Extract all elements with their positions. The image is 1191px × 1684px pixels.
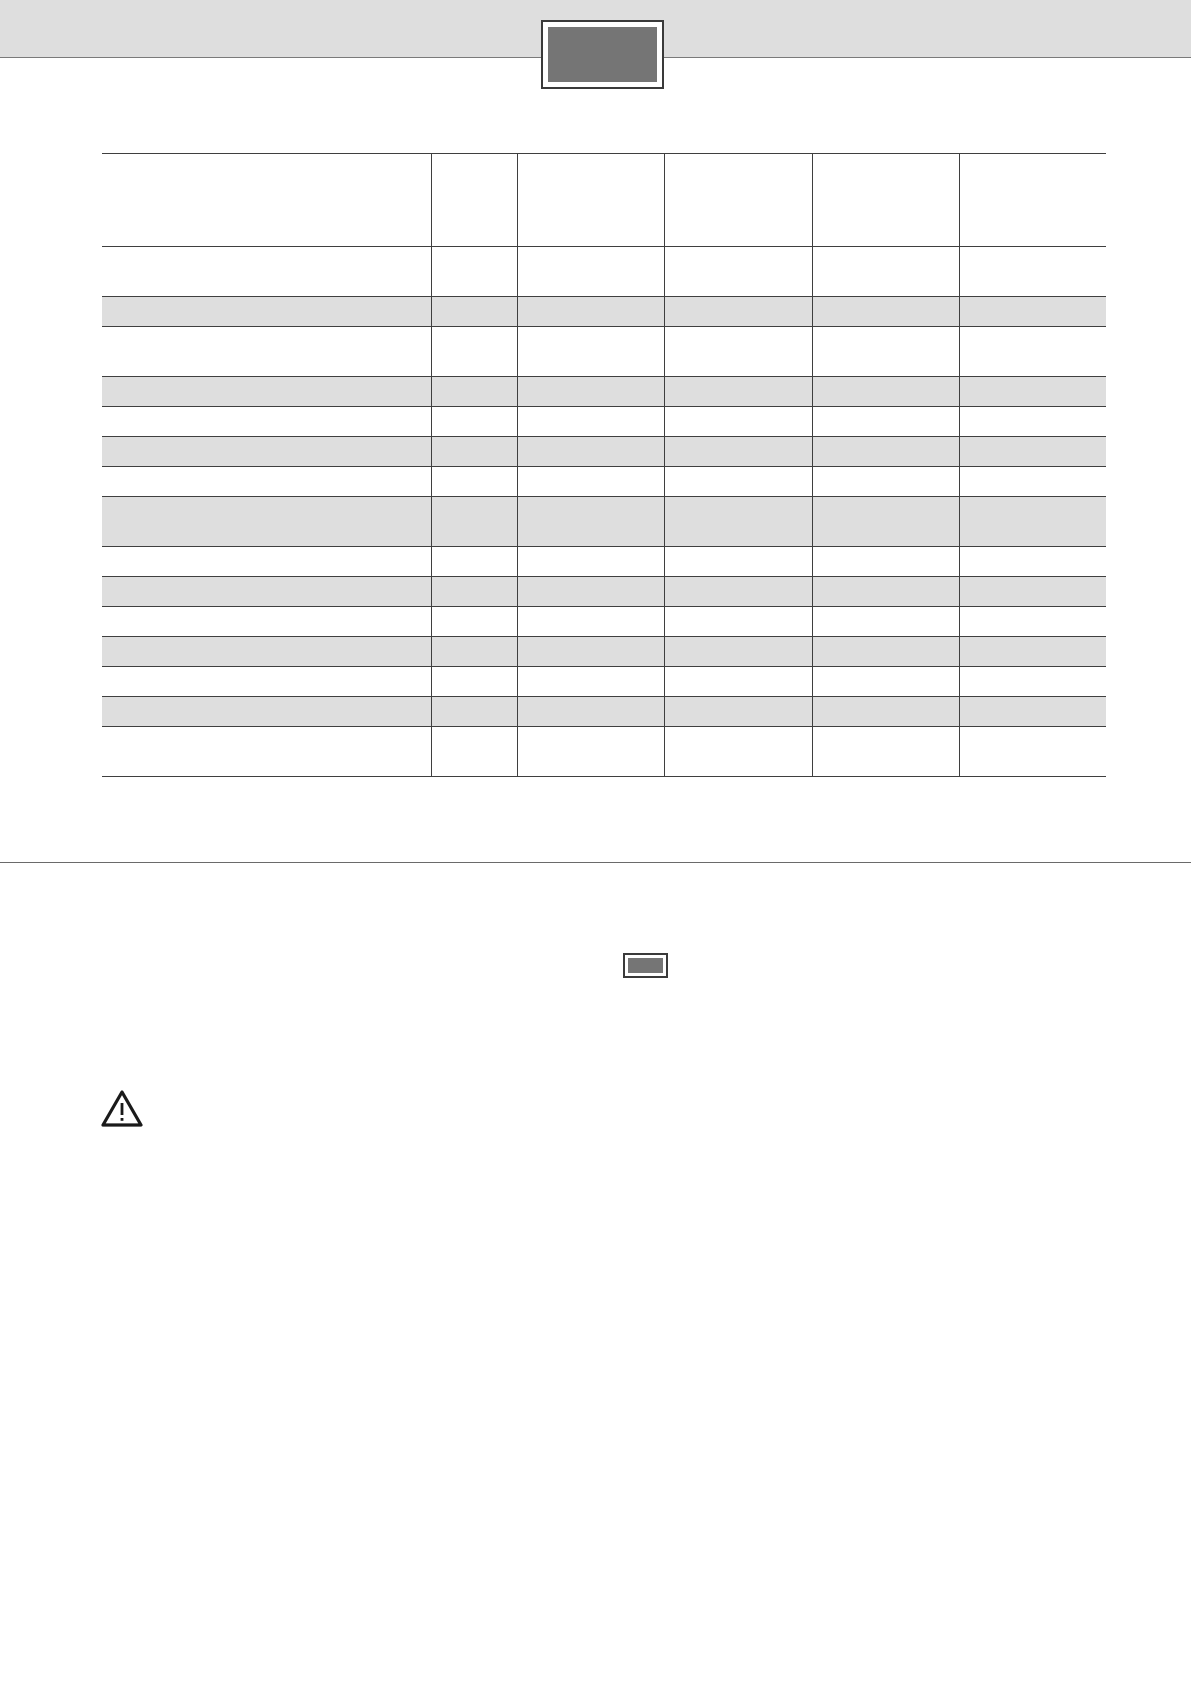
table-row xyxy=(102,607,1106,637)
header-cell xyxy=(812,154,959,247)
table-cell xyxy=(812,727,959,777)
table-cell xyxy=(102,377,431,407)
table-cell xyxy=(102,297,431,327)
table-cell xyxy=(664,697,812,727)
table-cell xyxy=(102,577,431,607)
table-row xyxy=(102,327,1106,377)
table-row xyxy=(102,297,1106,327)
table-cell xyxy=(517,297,664,327)
table-cell xyxy=(517,437,664,467)
table-row xyxy=(102,667,1106,697)
table-cell xyxy=(959,497,1106,547)
table-row xyxy=(102,407,1106,437)
table-cell xyxy=(959,377,1106,407)
table-cell xyxy=(664,547,812,577)
table-row xyxy=(102,697,1106,727)
table-cell xyxy=(664,297,812,327)
table-row xyxy=(102,437,1106,467)
table-cell xyxy=(102,407,431,437)
table-cell xyxy=(517,667,664,697)
table-cell xyxy=(664,467,812,497)
table-cell xyxy=(102,727,431,777)
table-cell xyxy=(517,637,664,667)
table-cell xyxy=(664,497,812,547)
table-cell xyxy=(664,327,812,377)
section-divider xyxy=(0,862,1191,863)
table-cell xyxy=(959,407,1106,437)
table-cell xyxy=(102,437,431,467)
table-row xyxy=(102,547,1106,577)
table-cell xyxy=(664,577,812,607)
table-cell xyxy=(431,497,517,547)
table-row xyxy=(102,497,1106,547)
table-cell xyxy=(959,607,1106,637)
table-cell xyxy=(102,637,431,667)
table-cell xyxy=(664,637,812,667)
table-cell xyxy=(812,407,959,437)
table-cell xyxy=(959,697,1106,727)
table-cell xyxy=(812,697,959,727)
table-cell xyxy=(664,437,812,467)
table-cell xyxy=(431,637,517,667)
table-cell xyxy=(517,607,664,637)
table-cell xyxy=(959,327,1106,377)
table-cell xyxy=(102,327,431,377)
header-cell xyxy=(431,154,517,247)
table-cell xyxy=(959,297,1106,327)
table-cell xyxy=(959,467,1106,497)
inline-marker-icon xyxy=(623,953,668,978)
table-cell xyxy=(431,607,517,637)
chapter-tab-marker-icon xyxy=(541,20,664,89)
table-cell xyxy=(812,667,959,697)
table-cell xyxy=(431,377,517,407)
table-cell xyxy=(959,247,1106,297)
table-cell xyxy=(812,607,959,637)
table-cell xyxy=(517,547,664,577)
table-cell xyxy=(664,407,812,437)
table-cell xyxy=(431,327,517,377)
table-row xyxy=(102,377,1106,407)
table-cell xyxy=(812,467,959,497)
table-cell xyxy=(812,327,959,377)
table-row xyxy=(102,637,1106,667)
header-cell xyxy=(664,154,812,247)
table-cell xyxy=(959,437,1106,467)
spec-table xyxy=(102,153,1106,777)
table-cell xyxy=(517,727,664,777)
table-cell xyxy=(102,667,431,697)
inline-marker-fill xyxy=(628,958,663,973)
table-cell xyxy=(431,667,517,697)
table-cell xyxy=(102,497,431,547)
table-cell xyxy=(959,637,1106,667)
table-cell xyxy=(959,547,1106,577)
warning-icon xyxy=(101,1090,143,1127)
table-row xyxy=(102,467,1106,497)
table-cell xyxy=(102,467,431,497)
table-cell xyxy=(517,697,664,727)
table-cell xyxy=(812,437,959,467)
table-header-row xyxy=(102,154,1106,247)
table-cell xyxy=(812,547,959,577)
table-cell xyxy=(431,547,517,577)
table-cell xyxy=(812,497,959,547)
header-cell xyxy=(102,154,431,247)
table-cell xyxy=(102,697,431,727)
table-cell xyxy=(812,377,959,407)
table-row xyxy=(102,727,1106,777)
table-cell xyxy=(959,667,1106,697)
table-cell xyxy=(517,377,664,407)
table-cell xyxy=(431,577,517,607)
table-cell xyxy=(812,297,959,327)
table-cell xyxy=(431,727,517,777)
table-cell xyxy=(812,637,959,667)
table-cell xyxy=(517,467,664,497)
table-row xyxy=(102,577,1106,607)
table-cell xyxy=(664,247,812,297)
table-cell xyxy=(431,697,517,727)
table-cell xyxy=(812,247,959,297)
chapter-tab-marker-fill xyxy=(548,27,657,82)
table-cell xyxy=(102,247,431,297)
table-cell xyxy=(102,607,431,637)
table-row xyxy=(102,247,1106,297)
table-cell xyxy=(517,577,664,607)
table-cell xyxy=(102,547,431,577)
table-cell xyxy=(664,607,812,637)
table-cell xyxy=(517,247,664,297)
table-cell xyxy=(431,467,517,497)
table-cell xyxy=(517,327,664,377)
table-cell xyxy=(431,247,517,297)
table-cell xyxy=(431,297,517,327)
table-cell xyxy=(959,727,1106,777)
table-cell xyxy=(812,577,959,607)
table-cell xyxy=(664,667,812,697)
table-cell xyxy=(664,377,812,407)
table-cell xyxy=(664,727,812,777)
table-cell xyxy=(431,407,517,437)
table-cell xyxy=(431,437,517,467)
table-cell xyxy=(959,577,1106,607)
table-cell xyxy=(517,407,664,437)
header-cell xyxy=(517,154,664,247)
table-cell xyxy=(517,497,664,547)
header-cell xyxy=(959,154,1106,247)
